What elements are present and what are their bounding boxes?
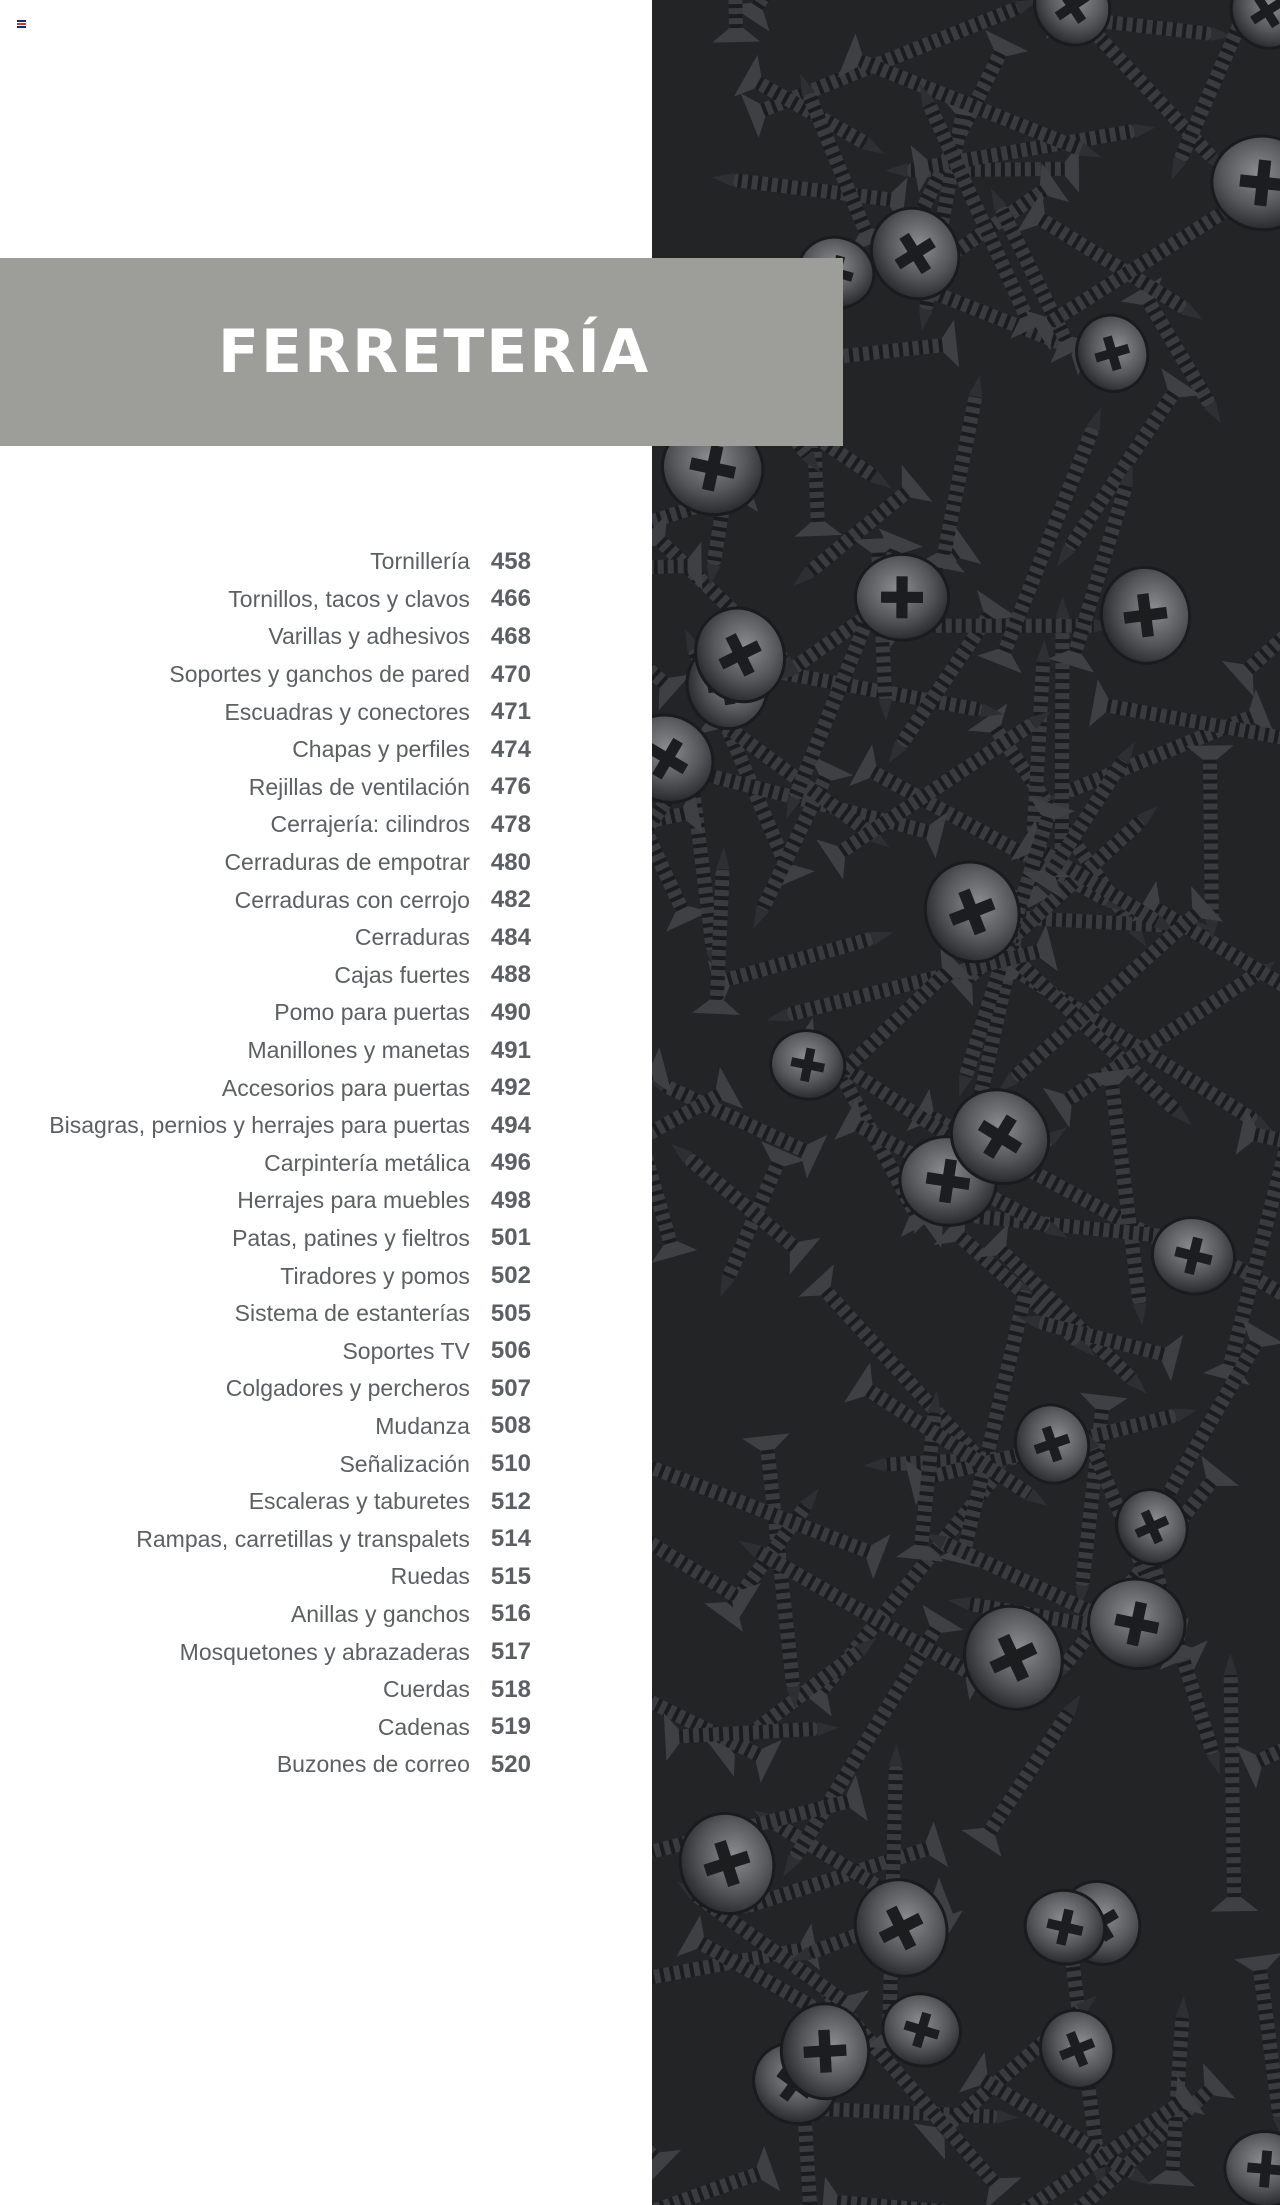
toc-row[interactable] xyxy=(0,1332,560,1370)
toc-row[interactable] xyxy=(0,618,560,656)
toc-row[interactable] xyxy=(0,1182,560,1220)
toc-label: Sistema de estanterías xyxy=(234,1300,470,1327)
table-of-contents xyxy=(0,543,560,1784)
toc-label: Manillones y manetas xyxy=(247,1037,470,1064)
toc-row[interactable] xyxy=(0,1520,560,1558)
toc-page-number: 466 xyxy=(490,585,531,613)
toc-page-number: 501 xyxy=(490,1224,531,1252)
toc-page-number: 474 xyxy=(490,735,531,763)
toc-page-number: 516 xyxy=(490,1600,531,1628)
toc-row[interactable] xyxy=(0,1408,560,1446)
toc-label: Rejillas de ventilación xyxy=(248,773,470,800)
toc-page-number: 494 xyxy=(490,1111,531,1139)
section-title: FERRETERÍA xyxy=(218,317,651,387)
toc-row[interactable] xyxy=(0,1558,560,1596)
toc-row[interactable] xyxy=(0,693,560,731)
toc-row[interactable] xyxy=(0,731,560,769)
toc-label: Soportes TV xyxy=(342,1337,470,1364)
toc-row[interactable] xyxy=(0,1145,560,1183)
toc-page-number: 510 xyxy=(490,1450,531,1478)
toc-row[interactable] xyxy=(0,1671,560,1709)
toc-label: Varillas y adhesivos xyxy=(268,623,470,650)
toc-row[interactable] xyxy=(0,881,560,919)
toc-page-number: 478 xyxy=(490,810,531,838)
toc-page-number: 519 xyxy=(490,1713,531,1741)
toc-row[interactable] xyxy=(0,543,560,581)
toc-row[interactable] xyxy=(0,1220,560,1258)
toc-row[interactable] xyxy=(0,1708,560,1746)
screw-head xyxy=(855,554,949,640)
toc-row[interactable] xyxy=(0,1069,560,1107)
toc-row[interactable] xyxy=(0,844,560,882)
toc-row[interactable] xyxy=(0,919,560,957)
toc-page-number: 484 xyxy=(490,923,531,951)
toc-page-number: 518 xyxy=(490,1675,531,1703)
toc-page-number: 512 xyxy=(490,1487,531,1515)
toc-label: Escaleras y taburetes xyxy=(248,1488,470,1515)
toc-page-number: 507 xyxy=(490,1374,531,1402)
toc-label: Pomo para puertas xyxy=(274,999,470,1026)
toc-label: Cerraduras xyxy=(354,924,470,951)
toc-label: Tornillería xyxy=(370,548,470,575)
toc-row[interactable] xyxy=(0,806,560,844)
toc-page-number: 491 xyxy=(490,1036,531,1064)
toc-label: Bisagras, pernios y herrajes para puertas xyxy=(49,1112,470,1139)
toc-page-number: 482 xyxy=(490,886,531,914)
toc-label: Soportes y ganchos de pared xyxy=(169,661,470,688)
toc-label: Colgadores y percheros xyxy=(225,1375,470,1402)
toc-page-number: 514 xyxy=(490,1525,531,1553)
toc-label: Rampas, carretillas y transpalets xyxy=(136,1525,470,1552)
menu-icon[interactable] xyxy=(17,20,26,27)
toc-row[interactable] xyxy=(0,1295,560,1333)
toc-label: Accesorios para puertas xyxy=(221,1074,470,1101)
toc-row[interactable] xyxy=(0,957,560,995)
toc-row[interactable] xyxy=(0,769,560,807)
toc-row[interactable] xyxy=(0,656,560,694)
toc-page-number: 471 xyxy=(490,698,531,726)
toc-page-number: 458 xyxy=(490,547,531,575)
toc-label: Anillas y ganchos xyxy=(290,1600,470,1627)
toc-row[interactable] xyxy=(0,1445,560,1483)
toc-label: Tiradores y pomos xyxy=(280,1262,470,1289)
toc-label: Mosquetones y abrazaderas xyxy=(179,1638,470,1665)
toc-page-number: 502 xyxy=(490,1262,531,1290)
toc-page-number: 468 xyxy=(490,622,531,650)
toc-page-number: 498 xyxy=(490,1186,531,1214)
toc-row[interactable] xyxy=(0,994,560,1032)
toc-page-number: 517 xyxy=(490,1638,531,1666)
toc-label: Patas, patines y fieltros xyxy=(232,1224,470,1251)
toc-page-number: 505 xyxy=(490,1299,531,1327)
toc-label: Escuadras y conectores xyxy=(224,698,470,725)
toc-label: Cerraduras con cerrojo xyxy=(234,886,470,913)
toc-label: Buzones de correo xyxy=(276,1751,470,1778)
toc-label: Cuerdas xyxy=(382,1676,470,1703)
toc-label: Cajas fuertes xyxy=(334,961,470,988)
toc-page-number: 470 xyxy=(490,660,531,688)
toc-row[interactable] xyxy=(0,1746,560,1784)
toc-page-number: 515 xyxy=(490,1562,531,1590)
section-banner xyxy=(0,258,843,446)
toc-page-number: 506 xyxy=(490,1337,531,1365)
toc-page-number: 496 xyxy=(490,1149,531,1177)
toc-row[interactable] xyxy=(0,1370,560,1408)
toc-label: Herrajes para muebles xyxy=(237,1187,470,1214)
toc-label: Cerrajería: cilindros xyxy=(270,811,470,838)
toc-page-number: 476 xyxy=(490,773,531,801)
toc-page-number: 492 xyxy=(490,1074,531,1102)
toc-row[interactable] xyxy=(0,1032,560,1070)
toc-label: Mudanza xyxy=(375,1412,470,1439)
toc-label: Ruedas xyxy=(390,1563,470,1590)
toc-page-number: 508 xyxy=(490,1412,531,1440)
toc-label: Tornillos, tacos y clavos xyxy=(228,585,470,612)
toc-row[interactable] xyxy=(0,1633,560,1671)
toc-label: Chapas y perfiles xyxy=(292,736,470,763)
toc-row[interactable] xyxy=(0,1596,560,1634)
toc-label: Cerraduras de empotrar xyxy=(224,849,470,876)
toc-row[interactable] xyxy=(0,581,560,619)
toc-label: Cadenas xyxy=(377,1713,470,1740)
toc-label: Señalización xyxy=(339,1450,470,1477)
toc-label: Carpintería metálica xyxy=(264,1149,470,1176)
toc-page-number: 480 xyxy=(490,848,531,876)
toc-row[interactable] xyxy=(0,1483,560,1521)
toc-page-number: 488 xyxy=(490,961,531,989)
toc-row[interactable] xyxy=(0,1257,560,1295)
toc-page-number: 520 xyxy=(490,1750,531,1778)
toc-row[interactable] xyxy=(0,1107,560,1145)
toc-page-number: 490 xyxy=(490,998,531,1026)
